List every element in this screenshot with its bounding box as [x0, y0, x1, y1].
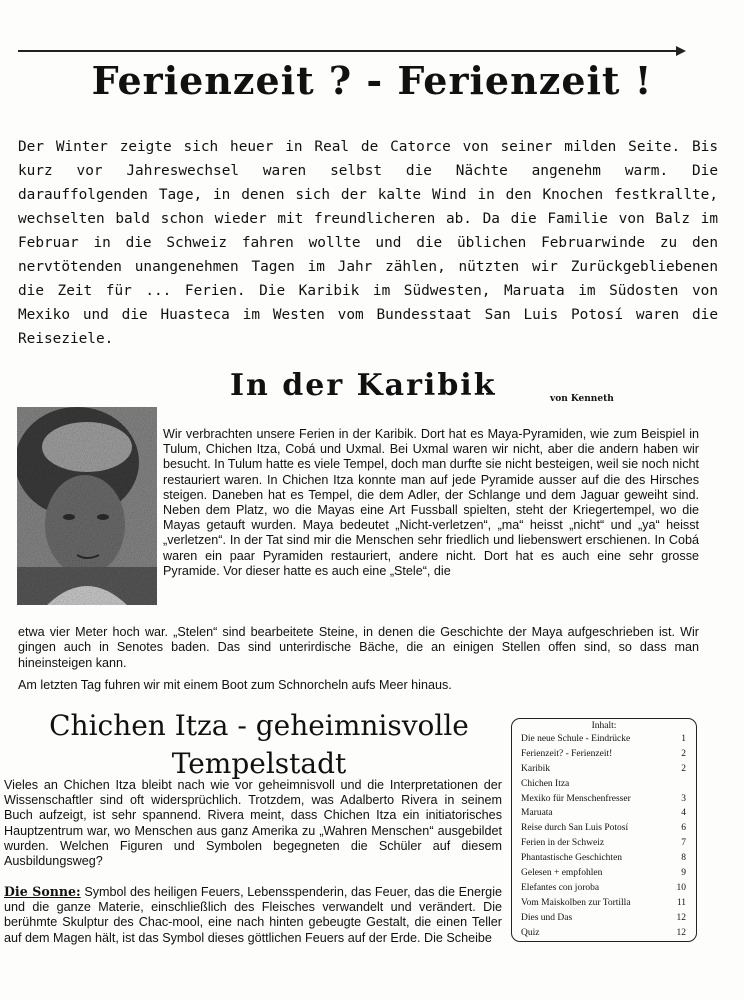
die-sonne-label: Die Sonne: — [4, 884, 81, 899]
toc-entry — [512, 806, 696, 821]
toc-entry-title: Chichen Itza — [521, 778, 570, 789]
toc-entry-title: Die neue Schule - Eindrücke — [521, 734, 631, 744]
page-title: Ferienzeit ? - Ferienzeit ! — [91, 58, 653, 103]
die-sonne-text: Symbol des heiligen Feuers, Lebensspenderin, das Feuer, das die Energie und die ganze Materie, einschließlich des Fleisches verwandelt und verändert. Die berühmte Skulptur des Chac-mool, eine nach hinten gebeugte Gestalt, die einen Teller auf dem Magen hält, ist das Symbol dieses göttlichen Feuers auf der Erde. Die Scheibe — [4, 885, 502, 945]
toc-entry — [512, 926, 696, 941]
table-of-contents — [511, 718, 697, 942]
toc-entry — [512, 836, 696, 851]
toc-entry — [512, 762, 696, 777]
arrow-rule-icon — [676, 46, 686, 56]
toc-entry-page: 12 — [676, 912, 686, 923]
toc-entry — [512, 866, 696, 881]
karibik-story-wrapped: Wir verbrachten unsere Ferien in der Karibik. Dort hat es Maya-Pyramiden, wie zum Beispiel in Tulum, Chichen Itza, Cobá und Uxmal. Bei Uxmal waren wir nicht, aber die andern haben wir besucht. In Tulum hatte es viele Tempel, doch man durfte sie nicht besteigen, weil sie noch nicht restauriert waren. In Chichen Itza konnte man auf jede Pyramide ausser auf die des Hirsches steigen. Daneben hat es Tempel, die dem Adler, der Schlange und dem Jaguar geweiht sind. Neben dem Platz, wo die Mayas eine Art Fussball spielten, steht der Kriegertempel, wo die Mayas getauft wurden. Maya bedeutet „Nicht-verletzen“, „ma“ heisst „nicht“ und „ya“ heisst „verletzen“. In der Tat sind mir die Menschen sehr friedlich und liebenswert erschienen. In Cobá waren ein paar Pyramiden restauriert, andere nicht. Dort hat es auch eine sehr grosse Pyramide. Vor dieser hatte es auch eine „Stele“, die — [163, 427, 700, 578]
toc-entry-title: Dies und Das — [521, 912, 573, 923]
toc-entry-title: Mexiko für Menschenfresser — [521, 793, 631, 804]
toc-entry-title: Quiz — [521, 927, 540, 938]
toc-entry-page: 12 — [676, 927, 686, 938]
toc-entry-page: 7 — [681, 838, 686, 849]
toc-entry — [512, 732, 696, 747]
toc-entry-title: Gelesen + empfohlen — [521, 868, 603, 879]
toc-entry — [512, 821, 696, 836]
toc-entry-title: Karibik — [521, 763, 551, 774]
toc-entry — [512, 747, 696, 762]
toc-entry-page: 6 — [681, 823, 686, 834]
toc-entry-page: 2 — [681, 763, 686, 774]
toc-entry — [512, 896, 696, 911]
toc-entry-page: 11 — [676, 897, 686, 908]
die-sonne-paragraph — [4, 884, 502, 946]
chichen-itza-body: Vieles an Chichen Itza bleibt nach wie vor geheimnisvoll und die Interpretationen der Wissenschaftler sind oft widersprüchlich. Trotzdem, was Adalberto Rivera in seinem Buch aufzeigt, ist sehr spannend. Rivera meint, dass Chichen Itza ein initiatorisches Hauptzentrum war, wo Menschen aus ganz Amerika zu „Wahren Menschen“ ausgebildet wurden. Welchen Figuren und Symbolen begegneten die Schüler auf diesem Ausbildungsweg? — [4, 778, 502, 869]
toc-entry — [512, 777, 696, 792]
chichen-itza-title: Chichen Itza - geheimnisvolle Tempelstadt — [49, 709, 469, 780]
toc-entry — [512, 911, 696, 926]
toc-entry-title: Maruata — [521, 808, 553, 819]
toc-entry-page: 1 — [681, 734, 686, 744]
toc-entry-title: Reise durch San Luis Potosí — [521, 823, 629, 834]
karibik-story-last: Am letzten Tag fuhren wir mit einem Boot zum Schnorcheln aufs Meer hinaus. — [18, 678, 452, 692]
intro-paragraph: Der Winter zeigte sich heuer in Real de Catorce von seiner milden Seite. Bis kurz vor Jahreswechsel waren selbst die Nächte angenehm warm. Die darauffolgenden Tage, in denen sich der kalte Wind in den Knochen festkrallte, wechselten bald schon wieder mit freundlicheren ab. Da die Familie von Balz im Februar in die Schweiz fahren wollte und die üblichen Februarwinde zu den nervtötenden unangenehmen Tagen im Jahr zählen, nützten wir Zurückgebliebenen die Zeit für ... Ferien. Die Karibik im Südwesten, Maruata im Südosten von Mexiko und die Huasteca im Westen vom Bundesstaat San Luis Potosí waren die Reiseziele. — [18, 139, 718, 347]
header-rule — [18, 50, 678, 52]
toc-entry-page: 8 — [681, 853, 686, 864]
portrait-photo-svg — [17, 407, 157, 605]
toc-entry-title: Ferien in der Schweiz — [521, 838, 605, 849]
section-title-karibik: In der Karibik — [230, 368, 497, 403]
toc-entry — [512, 881, 696, 896]
byline: von Kenneth — [550, 394, 614, 404]
toc-entry-title: Phantastische Geschichten — [521, 853, 623, 864]
portrait-photo — [17, 407, 157, 605]
karibik-story-wide: etwa vier Meter hoch war. „Stelen“ sind bearbeitete Steine, in denen die Geschichte der Maya aufgeschrieben ist. Wir gingen auch in Senotes baden. Das sind unterirdische Bäche, die an einigen Stellen offen sind, so dass man hineinsteigen kann. — [18, 625, 699, 670]
toc-entry-page: 4 — [681, 808, 686, 819]
toc-entry-page: 3 — [681, 793, 686, 804]
toc-entry — [512, 792, 696, 807]
toc-entry — [512, 851, 696, 866]
toc-entry-page: 10 — [676, 882, 686, 893]
toc-entry-page: 9 — [681, 868, 686, 879]
toc-heading: Inhalt: — [591, 721, 617, 731]
toc-entry-title: Elefantes con joroba — [521, 882, 600, 893]
toc-entry-title: Vom Maiskolben zur Tortilla — [521, 897, 631, 908]
toc-entry-page: 2 — [681, 748, 686, 759]
toc-entry-title: Ferienzeit? - Ferienzeit! — [521, 748, 613, 759]
